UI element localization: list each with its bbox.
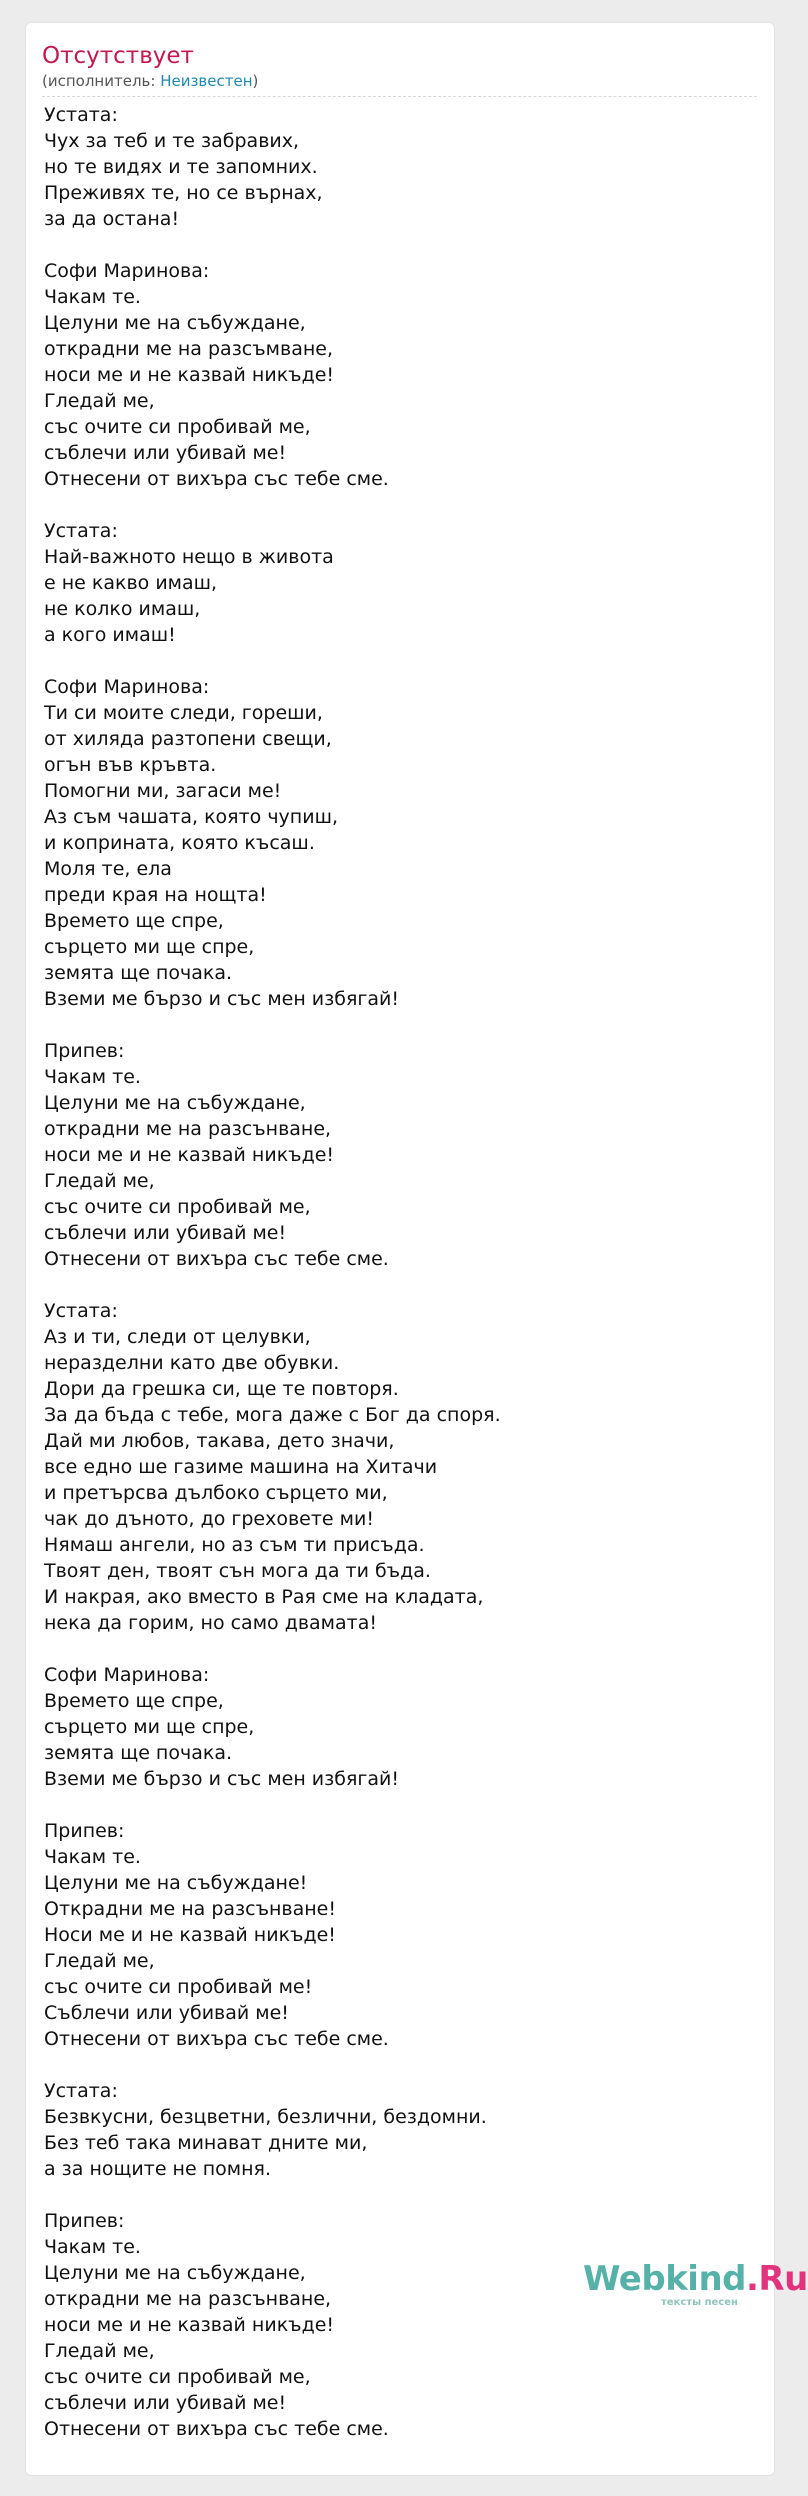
lyric-line: Софи Маринова: — [44, 260, 210, 282]
logo-wordmark — [583, 2260, 808, 2298]
lyric-line: Съблечи или убивай ме! — [44, 2002, 289, 2024]
lyric-line: Ти си моите следи, гореши, — [44, 702, 323, 724]
lyric-line: Твоят ден, твоят сън мога да ти бъда. — [44, 1560, 431, 1582]
lyric-line: Устата: — [44, 104, 118, 126]
lyric-line: и претърсва дълбоко сърцето ми, — [44, 1482, 388, 1504]
lyric-line: Нямаш ангели, но аз съм ти присъда. — [44, 1534, 425, 1556]
stanza-gap — [44, 232, 744, 258]
lyric-line: носи ме и не казвай никъде! — [44, 2314, 335, 2336]
lyric-line: със очите си пробивай ме, — [44, 1196, 311, 1218]
song-title: Отсутствует — [42, 43, 194, 69]
lyric-line: Чакам те. — [44, 286, 141, 308]
lyric-line: със очите си пробивай ме, — [44, 2366, 311, 2388]
stanza-gap — [44, 1272, 744, 1298]
lyric-line: Без теб така минават дните ми, — [44, 2132, 368, 2154]
stanza-gap — [44, 2182, 744, 2208]
lyric-line: а за нощите не помня. — [44, 2158, 271, 2180]
lyric-line: все едно ше газиме машина на Хитачи — [44, 1456, 438, 1478]
lyric-line: нека да горим, но само двамата! — [44, 1612, 377, 1634]
lyric-line: носи ме и не казвай никъде! — [44, 1144, 335, 1166]
lyric-line: открадни ме на разсънване, — [44, 1118, 332, 1140]
lyric-line: Аз съм чашата, която чупиш, — [44, 806, 338, 828]
lyric-line: а кого имаш! — [44, 624, 176, 646]
lyric-line: Чакам те. — [44, 2236, 141, 2258]
lyric-line: преди края на нощта! — [44, 884, 267, 906]
lyric-line: Преживях те, но се върнах, — [44, 182, 323, 204]
lyric-line: но те видях и те запомних. — [44, 156, 318, 178]
lyric-line: Отнесени от вихъра със тебе сме. — [44, 1248, 389, 1270]
artist-prefix: (исполнитель: — [42, 72, 161, 90]
lyric-line: Отнесени от вихъра със тебе сме. — [44, 468, 389, 490]
lyric-line: огън във кръвта. — [44, 754, 217, 776]
artist-suffix: ) — [252, 72, 259, 90]
stanza-gap — [44, 648, 744, 674]
lyric-line: Целуни ме на събуждане! — [44, 1872, 308, 1894]
lyric-line: за да остана! — [44, 208, 180, 230]
lyric-line: от хиляда разтопени свещи, — [44, 728, 332, 750]
lyric-line: Моля те, ела — [44, 858, 172, 880]
webkind-logo[interactable] — [583, 2259, 808, 2310]
logo-brand-tld: .Ru — [746, 2259, 808, 2299]
lyric-line: Времето ще спре, — [44, 1690, 224, 1712]
logo-brand-main: Webkind — [583, 2259, 746, 2299]
lyric-line: Софи Маринова: — [44, 1664, 210, 1686]
lyric-line: със очите си пробивай ме, — [44, 416, 311, 438]
lyric-line: Припев: — [44, 2210, 125, 2232]
artist-line — [42, 71, 258, 91]
lyric-line: Целуни ме на събуждане, — [44, 2262, 306, 2284]
lyric-line: Отнесени от вихъра със тебе сме. — [44, 2028, 389, 2050]
lyric-line: Софи Маринова: — [44, 676, 210, 698]
lyric-line: Аз и ти, следи от целувки, — [44, 1326, 311, 1348]
stanza-gap — [44, 1012, 744, 1038]
lyric-line: чак до дъното, до греховете ми! — [44, 1508, 374, 1530]
stanza-gap — [44, 2052, 744, 2078]
lyric-line: Дори да грешка си, ще те повторя. — [44, 1378, 399, 1400]
logo-tagline: тексты песен — [661, 2297, 738, 2308]
lyric-line: не колко имаш, — [44, 598, 201, 620]
lyric-line: За да бъда с тебе, мога даже с Бог да споря. — [44, 1404, 501, 1426]
lyrics-text — [44, 102, 744, 2442]
lyric-line: Носи ме и не казвай никъде! — [44, 1924, 336, 1946]
stanza-gap — [44, 1792, 744, 1818]
lyric-line: Открадни ме на разсънване! — [44, 1898, 336, 1920]
lyric-line: Припев: — [44, 1820, 125, 1842]
lyric-line: съблечи или убивай ме! — [44, 2392, 287, 2414]
artist-link[interactable]: Неизвестен — [160, 72, 253, 90]
lyric-line: земята ще почака. — [44, 962, 233, 984]
lyric-line: Гледай ме, — [44, 1950, 155, 1972]
stanza-gap — [44, 1636, 744, 1662]
lyrics-card — [25, 22, 808, 2476]
header-divider — [42, 96, 757, 97]
lyric-line: Гледай ме, — [44, 390, 155, 412]
lyric-line: носи ме и не казвай никъде! — [44, 364, 335, 386]
lyric-line: Чух за теб и те забравих, — [44, 130, 300, 152]
lyric-line: сърцето ми ще спре, — [44, 936, 255, 958]
stanza-gap — [44, 492, 744, 518]
lyric-line: Безвкусни, безцветни, безлични, бездомни. — [44, 2106, 487, 2128]
lyric-line: Чакам те. — [44, 1846, 141, 1868]
lyric-line: Устата: — [44, 520, 118, 542]
lyric-line: сърцето ми ще спре, — [44, 1716, 255, 1738]
lyric-line: съблечи или убивай ме! — [44, 1222, 287, 1244]
lyric-line: е не какво имаш, — [44, 572, 218, 594]
lyric-line: Целуни ме на събуждане, — [44, 1092, 306, 1114]
lyric-line: Дай ми любов, такава, дето значи, — [44, 1430, 395, 1452]
lyric-line: Времето ще спре, — [44, 910, 224, 932]
lyric-line: със очите си пробивай ме! — [44, 1976, 313, 1998]
lyric-line: Чакам те. — [44, 1066, 141, 1088]
lyric-line: Припев: — [44, 1040, 125, 1062]
lyric-line: Гледай ме, — [44, 1170, 155, 1192]
lyric-line: земята ще почака. — [44, 1742, 233, 1764]
lyric-line: Гледай ме, — [44, 2340, 155, 2362]
lyric-line: съблечи или убивай ме! — [44, 442, 287, 464]
lyric-line: Целуни ме на събуждане, — [44, 312, 306, 334]
lyric-line: Устата: — [44, 1300, 118, 1322]
lyric-line: и коприната, която късаш. — [44, 832, 315, 854]
lyric-line: неразделни като две обувки. — [44, 1352, 340, 1374]
lyric-line: открадни ме на разсъмване, — [44, 338, 333, 360]
lyric-line: открадни ме на разсънване, — [44, 2288, 332, 2310]
lyric-line: Най-важното нещо в живота — [44, 546, 334, 568]
lyric-line: Вземи ме бързо и със мен избягай! — [44, 988, 399, 1010]
lyric-line: И накрая, ако вместо в Рая сме на кладата, — [44, 1586, 484, 1608]
lyric-line: Устата: — [44, 2080, 118, 2102]
lyric-line: Отнесени от вихъра със тебе сме. — [44, 2418, 389, 2440]
lyric-line: Помогни ми, загаси ме! — [44, 780, 282, 802]
lyric-line: Вземи ме бързо и със мен избягай! — [44, 1768, 399, 1790]
